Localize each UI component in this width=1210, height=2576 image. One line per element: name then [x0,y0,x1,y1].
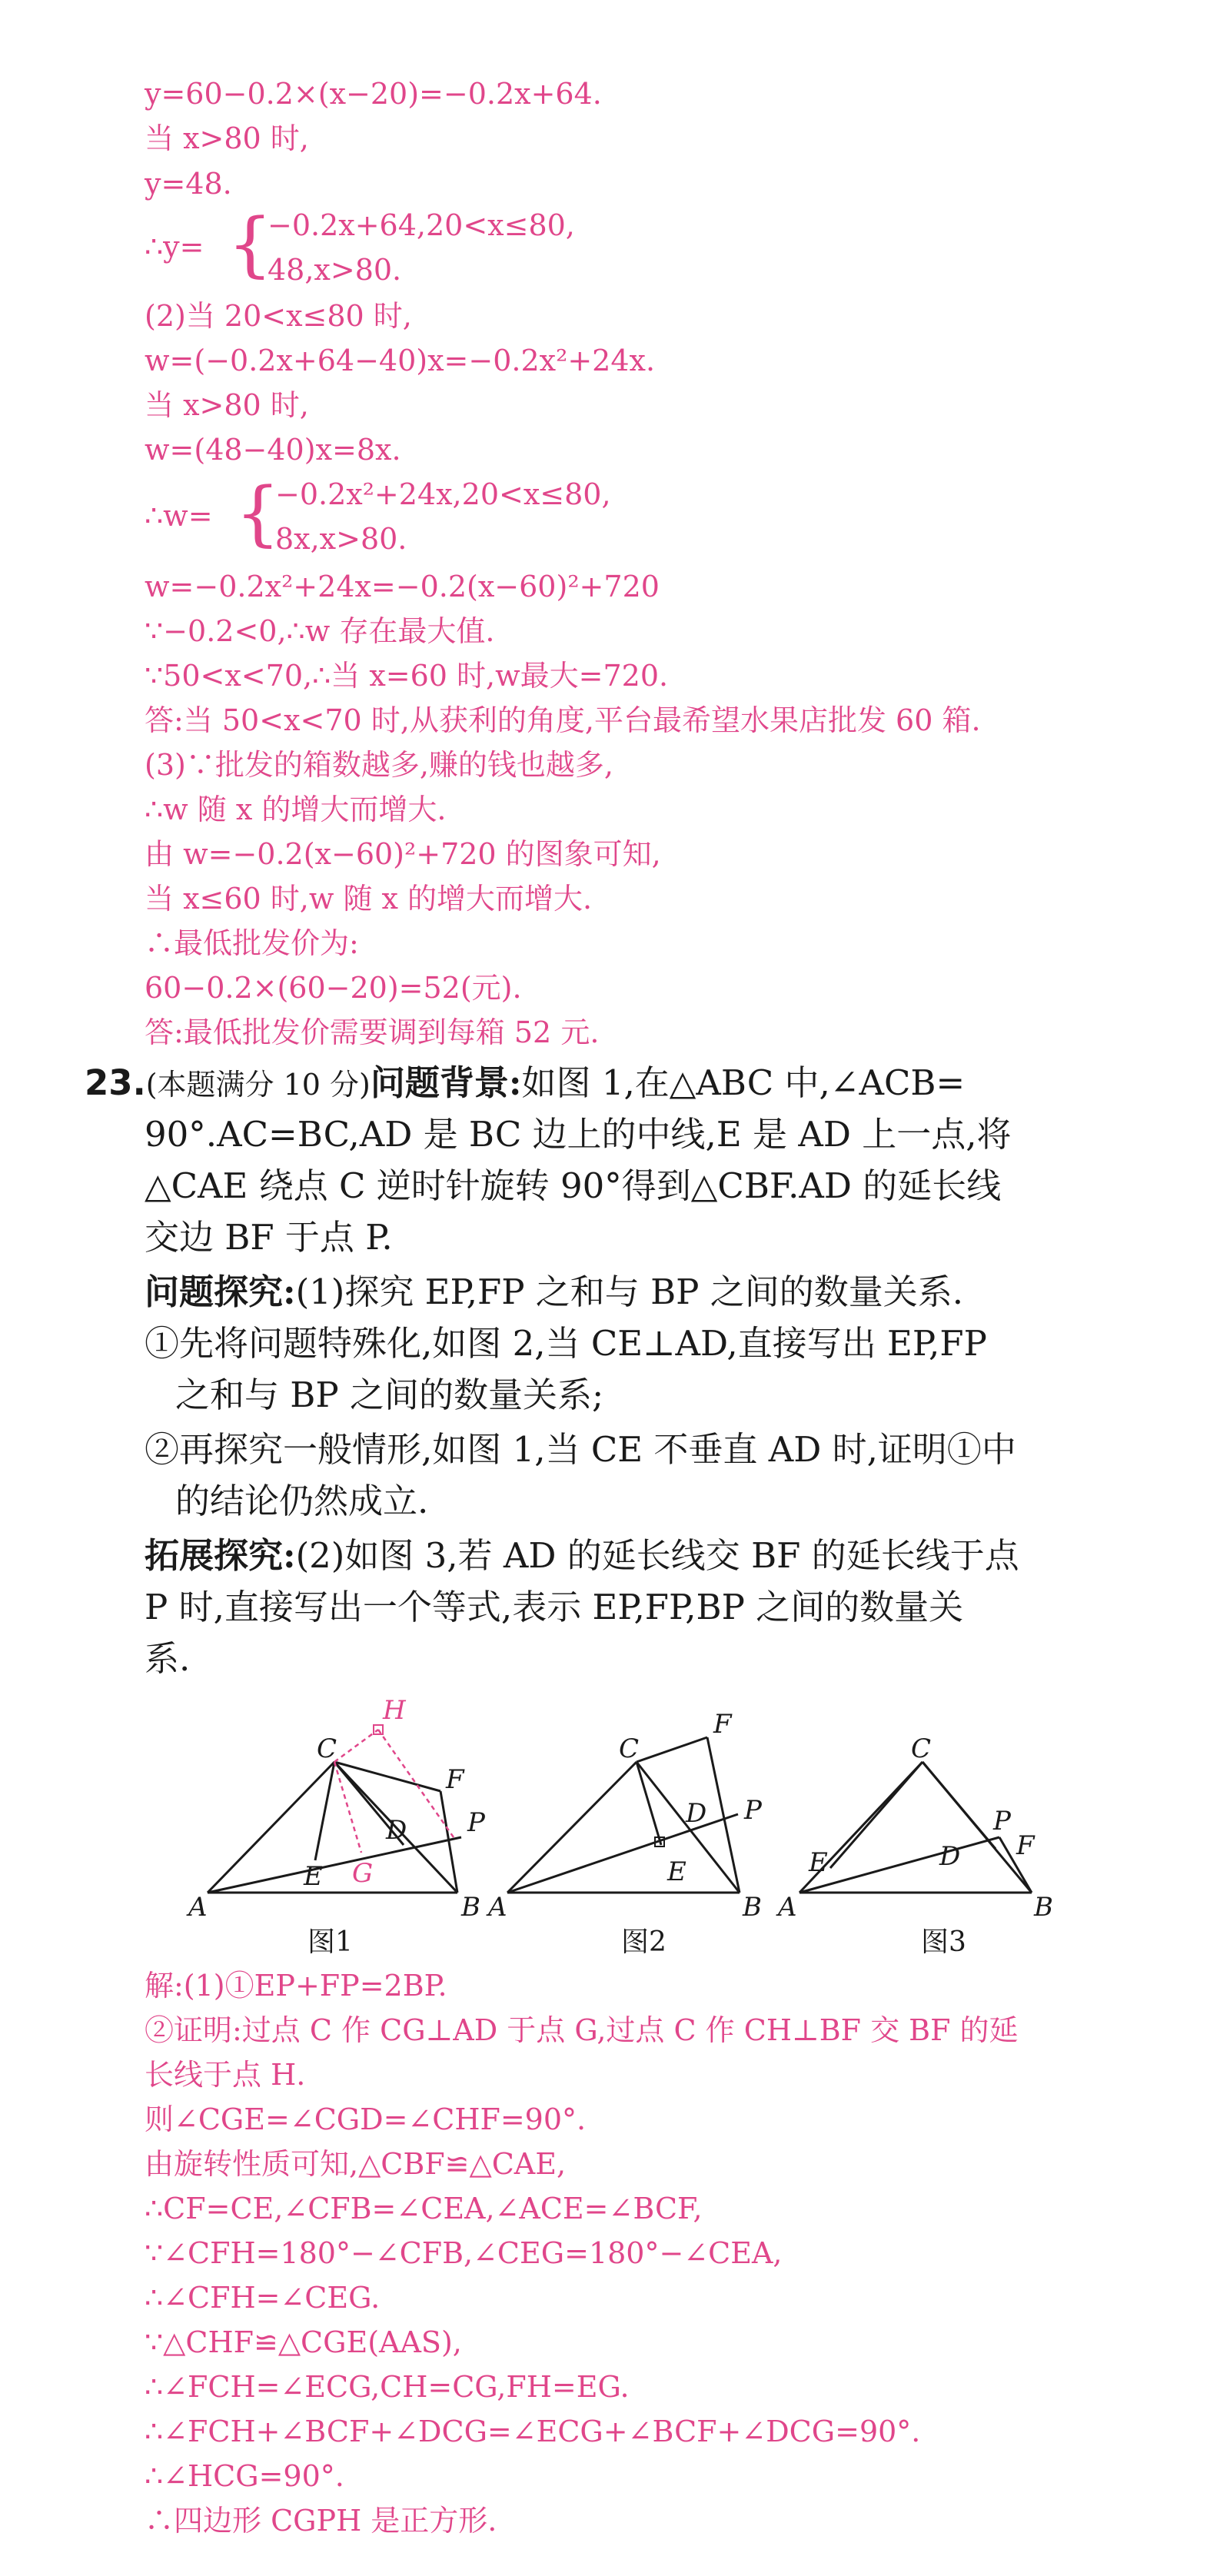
solution-line: 答:当 50<x<70 时,从获利的角度,平台最希望水果店批发 60 箱. [145,703,981,737]
point-label: C [619,1733,640,1764]
solution-line: ∵−0.2<0,∴w 存在最大值. [145,614,495,648]
solution-line: ∴∠HCG=90°. [145,2459,344,2493]
solution-line: (3)∵批发的箱数越多,赚的钱也越多, [145,748,613,782]
piecewise-case: −0.2x+64,20<x≤80, [268,208,575,242]
point-label: C [911,1733,932,1764]
extend-line: 系. [145,1638,191,1679]
point-label: E [809,1847,828,1878]
solution-line: ∵50<x<70,∴当 x=60 时,w最大=720. [145,659,669,693]
question-line: △CAE 绕点 C 逆时针旋转 90°得到△CBF.AD 的延长线 [145,1165,1002,1206]
piecewise-prefix: ∴w= [145,499,213,533]
point-label: P [467,1807,485,1838]
solution-line: 由旋转性质可知,△CBF≌△CAE, [145,2147,567,2181]
solution-line: 答:最低批发价需要调到每箱 52 元. [145,1015,600,1049]
solution-line: y=60−0.2×(x−20)=−0.2x+64. [145,77,602,111]
point-label: A [488,1892,507,1922]
point-label: H [383,1695,406,1726]
sub-question-1-cont: 之和与 BP 之间的数量关系; [175,1374,604,1415]
figure-2-caption: 图2 [621,1926,666,1958]
solution-line: 由 w=−0.2(x−60)²+720 的图象可知, [145,837,661,871]
figure-1 [208,1762,461,1893]
solution-line: (2)当 20<x≤80 时, [145,299,412,333]
solution-line: ∴CF=CE,∠CFB=∠CEA,∠ACE=∠BCF, [145,2192,703,2225]
piecewise-y [145,201,683,294]
question-text: 如图 1,在△ABC 中,∠ACB= [521,1062,966,1103]
point-label: P [744,1795,762,1826]
piecewise-case: 48,x>80. [268,253,402,287]
point-label: F [713,1709,732,1740]
question-line: 交边 BF 于点 P. [145,1217,393,1258]
question-score: (本题满分 10 分) [145,1068,371,1102]
explore-label: 问题探究: [145,1271,296,1312]
figure-3-caption: 图3 [921,1926,966,1958]
solution-line: 解:(1)①EP+FP=2BP. [145,1969,447,2003]
point-label: F [446,1764,464,1795]
solution-line: 当 x>80 时, [145,121,309,155]
solution-line: w=−0.2x²+24x=−0.2(x−60)²+720 [145,570,660,603]
solution-line: 长线于点 H. [145,2058,306,2092]
extend-line [145,1532,1019,1580]
question-line: 90°.AC=BC,AD 是 BC 边上的中线,E 是 AD 上一点,将 [145,1114,1012,1155]
point-label: A [778,1892,797,1922]
solution-line: 当 x>80 时, [145,388,309,422]
point-label: E [304,1861,323,1892]
piecewise-w [145,470,760,563]
solution-line: ∵△CHF≌△CGE(AAS), [145,2325,462,2359]
piecewise-prefix: ∴y= [145,230,204,264]
point-label: F [1016,1830,1035,1861]
point-label: D [939,1841,961,1872]
point-label: G [352,1858,374,1889]
extend-text: (2)如图 3,若 AD 的延长线交 BF 的延长线于点 [295,1535,1019,1576]
solution-line: ∴∠CFH=∠CEG. [145,2281,381,2315]
left-brace: { [235,472,281,554]
extend-label: 拓展探究: [145,1535,296,1576]
solution-line: ∵∠CFH=180°−∠CFB,∠CEG=180°−∠CEA, [145,2236,783,2270]
point-label: A [188,1892,208,1922]
sub-question-1: ①先将问题特殊化,如图 2,当 CE⊥AD,直接写出 EP,FP [145,1323,987,1364]
solution-line: w=(−0.2x+64−40)x=−0.2x²+24x. [145,344,656,377]
solution-line: ∴四边形 CGPH 是正方形. [145,2504,497,2538]
point-label: C [317,1733,337,1764]
solution-line: ②证明:过点 C 作 CG⊥AD 于点 G,过点 C 作 CH⊥BF 交 BF 的延 [145,2013,1019,2047]
left-brace: { [228,203,273,285]
sub-question-2: ②再探究一般情形,如图 1,当 CE 不垂直 AD 时,证明①中 [145,1429,1016,1470]
solution-line: 当 x≤60 时,w 随 x 的增大而增大. [145,882,593,916]
point-label: B [461,1892,480,1922]
question-first-line [85,1059,965,1109]
extend-line: P 时,直接写出一个等式,表示 EP,FP,BP 之间的数量关 [145,1587,964,1627]
solution-line: ∴w 随 x 的增大而增大. [145,793,447,826]
piecewise-case: −0.2x²+24x,20<x≤80, [275,477,611,511]
point-label: D [386,1815,407,1846]
figure-1-caption: 图1 [307,1926,353,1958]
sub-question-2-cont: 的结论仍然成立. [175,1481,429,1521]
solution-line: ∴∠FCH=∠ECG,CH=CG,FH=EG. [145,2370,630,2404]
point-label: B [1034,1892,1053,1922]
solution-line: 则∠CGE=∠CGD=∠CHF=90°. [145,2102,587,2136]
question-number: 23. [85,1062,146,1103]
solution-line: y=48. [145,167,232,201]
point-label: P [993,1806,1011,1836]
solution-line: ∴∠FCH+∠BCF+∠DCG=∠ECG+∠BCF+∠DCG=90°. [145,2415,921,2448]
solution-line: w=(48−40)x=8x. [145,433,401,467]
explore-line [145,1268,963,1316]
explore-text: (1)探究 EP,FP 之和与 BP 之间的数量关系. [295,1271,964,1312]
solution-line: ∴最低批发价为: [145,926,359,960]
point-label: B [743,1892,762,1922]
solution-line: 60−0.2×(60−20)=52(元). [145,971,522,1005]
point-label: D [686,1798,707,1829]
background-label: 问题背景: [370,1062,522,1103]
geometry-figures [184,1691,1092,1922]
point-label: E [667,1856,686,1887]
piecewise-case: 8x,x>80. [275,522,407,556]
